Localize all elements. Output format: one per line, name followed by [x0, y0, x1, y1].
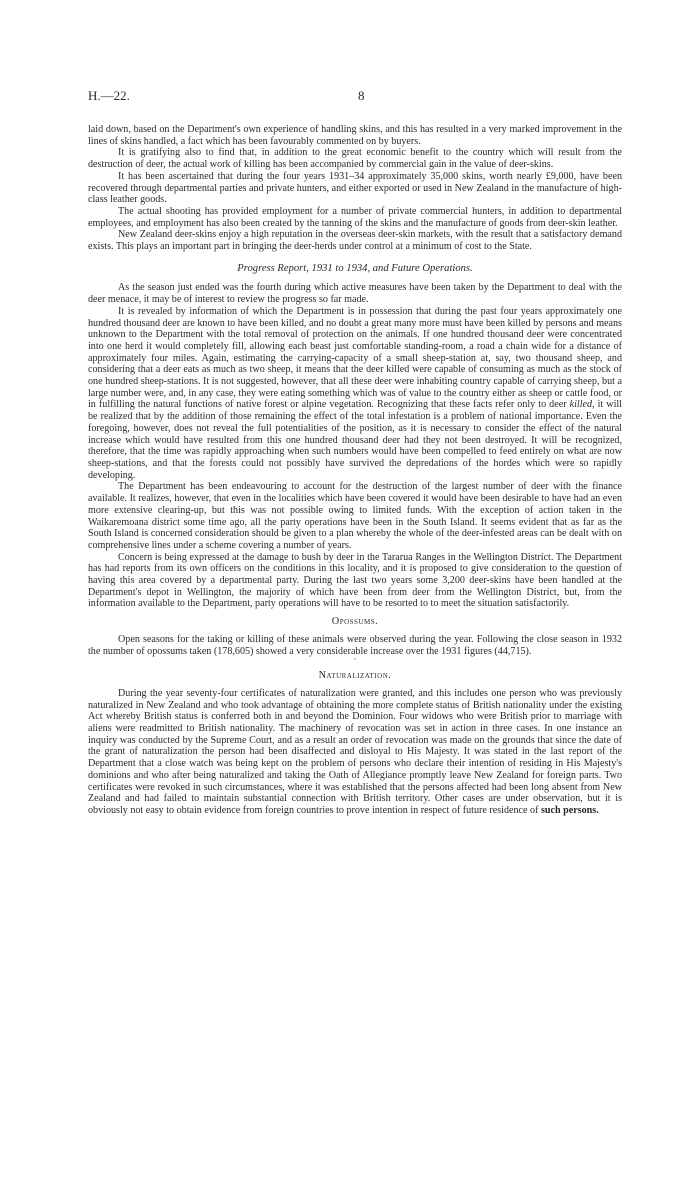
paragraph: New Zealand deer-skins enjoy a high reputation in the overseas deer-skin markets, with the result that a satisfactory demand exists. This plays an important part in bringing the deer-herds under control at a minimum of cost to the State. [88, 229, 622, 253]
paragraph: It has been ascertained that during the four years 1931–34 approximately 35,000 skins, worth nearly £9,000, have been recovered through departmental parties and private hunters, and either exported or used in New Zealand in the manufacture of high-class leather goods. [88, 170, 622, 206]
paragraph: Concern is being expressed at the damage to bush by deer in the Tararua Ranges in the Wellington District. The Department has had reports from its own officers on the conditions in this locality, and it is proposed to give consideration to the question of having this area covered by a departmental party. During the last two years some 3,200 deer-skins have been handled at the Department's depot in Wellington, the majority of which have been from deer from the Wellington District, but, from the information available to the Department, party operations will have to be resorted to to meet the situation satisfactorily. [88, 551, 622, 610]
paragraph-text: It is revealed by information of which the Department is in possession that during the past four years approximately one hundred thousand deer are known to have been killed, and no doubt a great many more must have been killed by persons and means unknown to the Department with the total removal of protection on the animals. If one hundred thousand deer were concentrated into one herd it would completely fill, allowing each beast just comfortable standing-room, a road a chain wide for a distance of approximately four miles. Again, estimating the carrying-capacity of a small sheep-station at, say, two thousand sheep, and considering that a deer eats as much as two sheep, it means that the deer killed were capable of consuming as much as the stock of one hundred sheep-stations. It is not suggested, however, that all these deer were inhabiting country capable of carrying sheep, but a large number were, and, in any case, they were eating something which was of value to the country either as sheep or cattle food, or in fulfilling the natural functions of native forest or alpine vegetation. Recognizing that these facts refer only to deer [88, 305, 622, 411]
section-heading-naturalization: Naturalization. [318, 670, 392, 682]
emphasis-text: killed [569, 399, 593, 411]
paragraph [88, 306, 622, 482]
page-number: 8 [358, 88, 365, 103]
paragraph-text: , it will be realized that by the addition of those remaining the effect of the total infestation is a problem of national importance. Even the foregoing, however, does not reveal the full potentialities of the position, as it is necessary to consider the effect of the natural increase which would have resulted from this one hundred thousand deer had they not been destroyed. It will be recognized, therefore, that the time was rapidly approaching when such numbers would have been compelled to feed entirely on what are now sheep-stations, and that the forests could not possibly have survived the depredations of the hordes which were so rapidly developing. [88, 399, 622, 481]
paragraph: Open seasons for the taking or killing of these animals were observed during the year. Following the close season in 1932 the number of opossums taken (178,605) showed a very considerable increase over the 1931 figures (44,715). [88, 633, 622, 657]
paragraph: As the season just ended was the fourth during which active measures have been taken by the Department to deal with the deer menace, it may be of interest to review the progress so far made. [88, 282, 622, 306]
paragraph-end-text: such persons. [540, 804, 599, 816]
paragraph [88, 688, 622, 817]
paragraph: The actual shooting has provided employment for a number of private commercial hunters, in addition to departmental employees, and employment has also been created by the tanning of the skins and the manufacture of goods from deer-skin leather. [88, 205, 622, 229]
section-heading-opossums: Opossums. [331, 616, 379, 628]
paragraph: The Department has been endeavouring to account for the destruction of the largest number of deer with the finance available. It realizes, however, that even in the localities which have been covered it would have been desirable to have had an even more extensive clearing-up, but this was not possible owing to limited funds. With the exception of action taken in the Waikaremoana district some time ago, all the party operations have been in the South Island. It seems evident that as far as the South Island is concerned consideration should be given to a plan whereby the whole of the deer-infested areas can be dealt with on comprehensive lines under a scheme covering a number of years. [88, 481, 622, 551]
paragraph: It is gratifying also to find that, in addition to the great economic benefit to the country which will result from the destruction of deer, the actual work of killing has been accompanied by commercial gain in the value of deer-skins. [88, 147, 622, 171]
page-body [88, 124, 622, 817]
paragraph-text: During the year seventy-four certificates of naturalization were granted, and this includes one person who was previously naturalized in New Zealand and who took advantage of obtaining the more complete status of British nationality under the existing Act whereby British status is conferred both in and beyond the Dominion. Four widows who were British prior to marriage with aliens were readmitted to British nationality. The machinery of revocation was set in action in three cases. In one instance an inquiry was conducted by the Supreme Court, and as a result an order of revocation was made on the grounds that since the date of the grant of naturalization the person had been disaffected and disloyal to His Majesty. It was stated in the last report of the Department that a close watch was being kept on the problem of persons who declare their intention of residing in His Majesty's dominions and who after being naturalized and taking the Oath of Allegiance promptly leave New Zealand for foreign parts. Two certificates were revoked in such circumstances, where it was established that the persons affected had been long absent from New Zealand and had failed to maintain substantial connection with British territory. Other cases are under observation, but it is obviously not easy to obtain evidence from foreign countries to prove intention in respect of future residence of [88, 687, 622, 816]
stray-mark: · [353, 654, 357, 665]
section-heading-progress-report: Progress Report, 1931 to 1934, and Future Operations. [237, 262, 473, 274]
document-reference: H.—22. [88, 88, 130, 103]
page-header [88, 88, 622, 108]
paragraph: laid down, based on the Department's own experience of handling skins, and this has resulted in a very marked improvement in the lines of skins handled, a fact which has been favourably commented on by buyers. [88, 124, 622, 147]
